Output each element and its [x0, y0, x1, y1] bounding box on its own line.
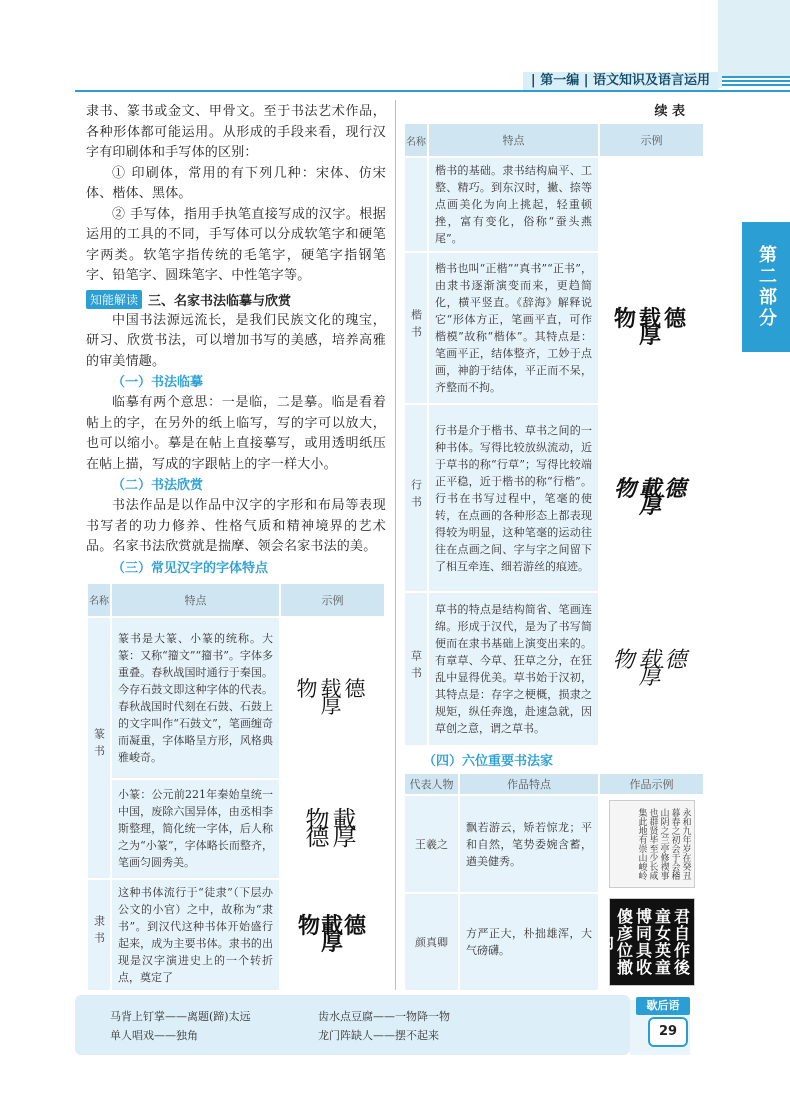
- calligraphy-work-image: 君自作後童女英童博同具收傻彦位撤内: [599, 893, 704, 991]
- running-header: | 第一编 | 语文知识及语言运用: [523, 72, 718, 90]
- row-desc: 这种书体流行于“徒隶”（下层办公文的小官）之中，故称为“隶书”。到汉代这种书体开始盛行起来，成为主要书体。隶书的出现是汉字演进史上的一个转折点，奠定了: [111, 879, 280, 991]
- row-name: 篆书: [87, 617, 111, 879]
- knowledge-badge: 知能解读: [86, 290, 142, 309]
- proverb: 龙门阵缺人——摆不起来: [318, 1029, 439, 1042]
- corner-decoration: [718, 0, 790, 88]
- paragraph: 隶书、篆书或金文、甲骨文。至于书法艺术作品，各种形体都可能运用。从形成的手段来看，现行汉字有印刷体和手写体的区别：: [86, 104, 386, 160]
- col-header: 示例: [280, 583, 385, 617]
- row-desc: 行书是介于楷书、草书之间的一种书体。写得比较放纵流动，近于草书的称“行草”；写得比较端正平稳，近于楷书的称“行楷”。行书在书写过程中，笔毫的使转，在点画的各种形态上都表现得较为明显，这种笔毫的运动往往在点画之间、字与字之间留下了相互牵连、细若游丝的痕迹。: [428, 404, 599, 592]
- table-row: [404, 404, 704, 592]
- subheading: （四）六位重要书法家: [423, 754, 554, 769]
- calligraphy-sample: 物載德厚: [280, 779, 385, 879]
- col-header: 特点: [111, 583, 280, 617]
- row-desc: 楷书也叫“正楷”“真书”“正书”，由隶书逐渐演变而来，更趋简化，横平竖直。《辞海》解释说它“形体方正，笔画平直，可作楷模”故称“楷体”。其特点是：笔画平正，结体整齐，工妙于点画，神韵于结体，平正而不呆，齐整而不拘。: [428, 252, 599, 404]
- table-row: [87, 779, 385, 879]
- row-name: 隶书: [87, 879, 111, 991]
- col-header: 名称: [404, 123, 428, 157]
- calligraphy-sample: 物载德厚: [599, 592, 704, 746]
- paragraph: 临摹有两个意思：一是临，二是摹。临是看着帖上的字，在另外的纸上临写，写的字可以放大，也可以缩小。摹是在帖上直接摹写，或用透明纸压在帖上描，写成的字跟帖上的字一样大小。: [86, 395, 386, 472]
- page-number: 29: [648, 1017, 688, 1047]
- proverb-badge: 歇后语: [636, 997, 690, 1015]
- row-desc: 楷书的基础。隶书结构扁平、工整、精巧。到东汉时，撇、捺等点画美化为向上挑起，轻重顿挫，富有变化，俗称“蚕头燕尾”。: [428, 157, 599, 252]
- section-title: 三、名家书法临摹与欣赏: [148, 293, 292, 309]
- table-row: [87, 879, 385, 991]
- col-header: 名称: [87, 583, 111, 617]
- paragraph: ② 手写体，指用手执笔直接写成的汉字。根据运用的工具的不同，手写体可以分成软笔字和硬笔字两类。软笔字指传统的毛笔字，硬笔字指钢笔字、铅笔字、圆珠笔字、中性笔字等。: [86, 206, 386, 283]
- row-desc: 小篆：公元前221年秦始皇统一中国，废除六国异体，由丞相李斯整理，简化统一字体，后人称之为“小篆”，字体略长而整齐，笔画匀圆秀美。: [111, 779, 280, 879]
- left-column: [86, 102, 386, 992]
- table-row: [404, 157, 704, 252]
- col-header: 作品特点: [459, 773, 599, 795]
- row-name: [404, 157, 428, 252]
- row-name: 行书: [404, 404, 428, 592]
- subheading: （一）书法临摹: [112, 375, 204, 390]
- calligraphy-sample: 物載德厚: [280, 879, 385, 991]
- calligraphy-sample: 物载德厚: [599, 252, 704, 404]
- paragraph: 中国书法源远流长，是我们民族文化的瑰宝，研习、欣赏书法，可以增加书写的美感，培养高雅的审美情趣。: [86, 312, 386, 369]
- right-column: [403, 102, 705, 992]
- section-side-tab: 第二部分: [742, 222, 790, 352]
- proverb: 马背上钉掌——离题(蹄)太远: [110, 1010, 251, 1023]
- subheading: （三）常见汉字的字体特点: [112, 560, 269, 576]
- table-row: [404, 252, 704, 404]
- row-name: 王羲之: [404, 795, 459, 893]
- calligraphy-work-image: 永和九年岁在癸丑暮春之初会于会稽山阴之兰亭修禊事也群贤毕至少长咸集此地有崇山峻岭: [599, 795, 704, 893]
- section-heading: [86, 290, 386, 309]
- header-rule: [75, 90, 790, 92]
- font-table: [86, 582, 386, 992]
- table-row: [87, 617, 385, 779]
- row-desc: 飘若游云，矫若惊龙；平和自然，笔势委婉含蓄，遒美健秀。: [459, 795, 599, 893]
- calligraphy-sample: 物載德厚: [599, 404, 704, 592]
- row-desc: 篆书是大篆、小篆的统称。大篆：又称“籀文”“籀书”。字体多重叠。春秋战国时通行于秦国。今存石鼓文即这种字体的代表。春秋战国时代刻在石鼓、石鼓上的文字叫作“石鼓文”，笔画缠奇而凝重，字体略呈方形，风格典雅峻奇。: [111, 617, 280, 779]
- continued-label: 续 表: [654, 104, 685, 119]
- row-name: 楷书: [404, 252, 428, 404]
- row-name: 颜真卿: [404, 893, 459, 991]
- row-desc: 草书的特点是结构简省、笔画连绵。形成于汉代，是为了书写简便而在隶书基础上演变出来的。有章草、今草、狂草之分，在狂乱中显得优美。草书始于汉初，其特点是：存字之梗概，损隶之规矩，纵任奔逸，赴速急就，因草创之意，谓之草书。: [428, 592, 599, 746]
- table-row: [404, 592, 704, 746]
- table-row: [404, 795, 704, 893]
- calligraphy-sample: 物载德厚: [280, 617, 385, 779]
- font-table-continued: [403, 122, 705, 747]
- row-name: 草书: [404, 592, 428, 746]
- col-header: 示例: [599, 123, 704, 157]
- row-desc: 方严正大，朴拙雄浑，大气磅礴。: [459, 893, 599, 991]
- col-header: 作品示例: [599, 773, 704, 795]
- header-stripes: [722, 76, 790, 88]
- proverb: 齿水点豆腐——一物降一物: [318, 1010, 450, 1023]
- subheading: （二）书法欣赏: [112, 478, 204, 493]
- calligraphy-sample: [599, 157, 704, 252]
- footer-proverbs-box: [75, 995, 630, 1055]
- paragraph: ① 印刷体，常用的有下列几种：宋体、仿宋体、楷体、黑体。: [86, 165, 386, 201]
- calligrapher-table: [403, 772, 705, 992]
- col-header: 特点: [428, 123, 599, 157]
- column-divider: [395, 100, 396, 990]
- proverb: 单人唱戏——独角: [110, 1029, 198, 1042]
- table-row: [404, 893, 704, 991]
- paragraph: 书法作品是以作品中汉字的字形和布局等表现书写者的功力修养、性格气质和精神境界的艺术品。名家书法欣赏就是揣摩、领会名家书法的美。: [86, 498, 386, 554]
- col-header: 代表人物: [404, 773, 459, 795]
